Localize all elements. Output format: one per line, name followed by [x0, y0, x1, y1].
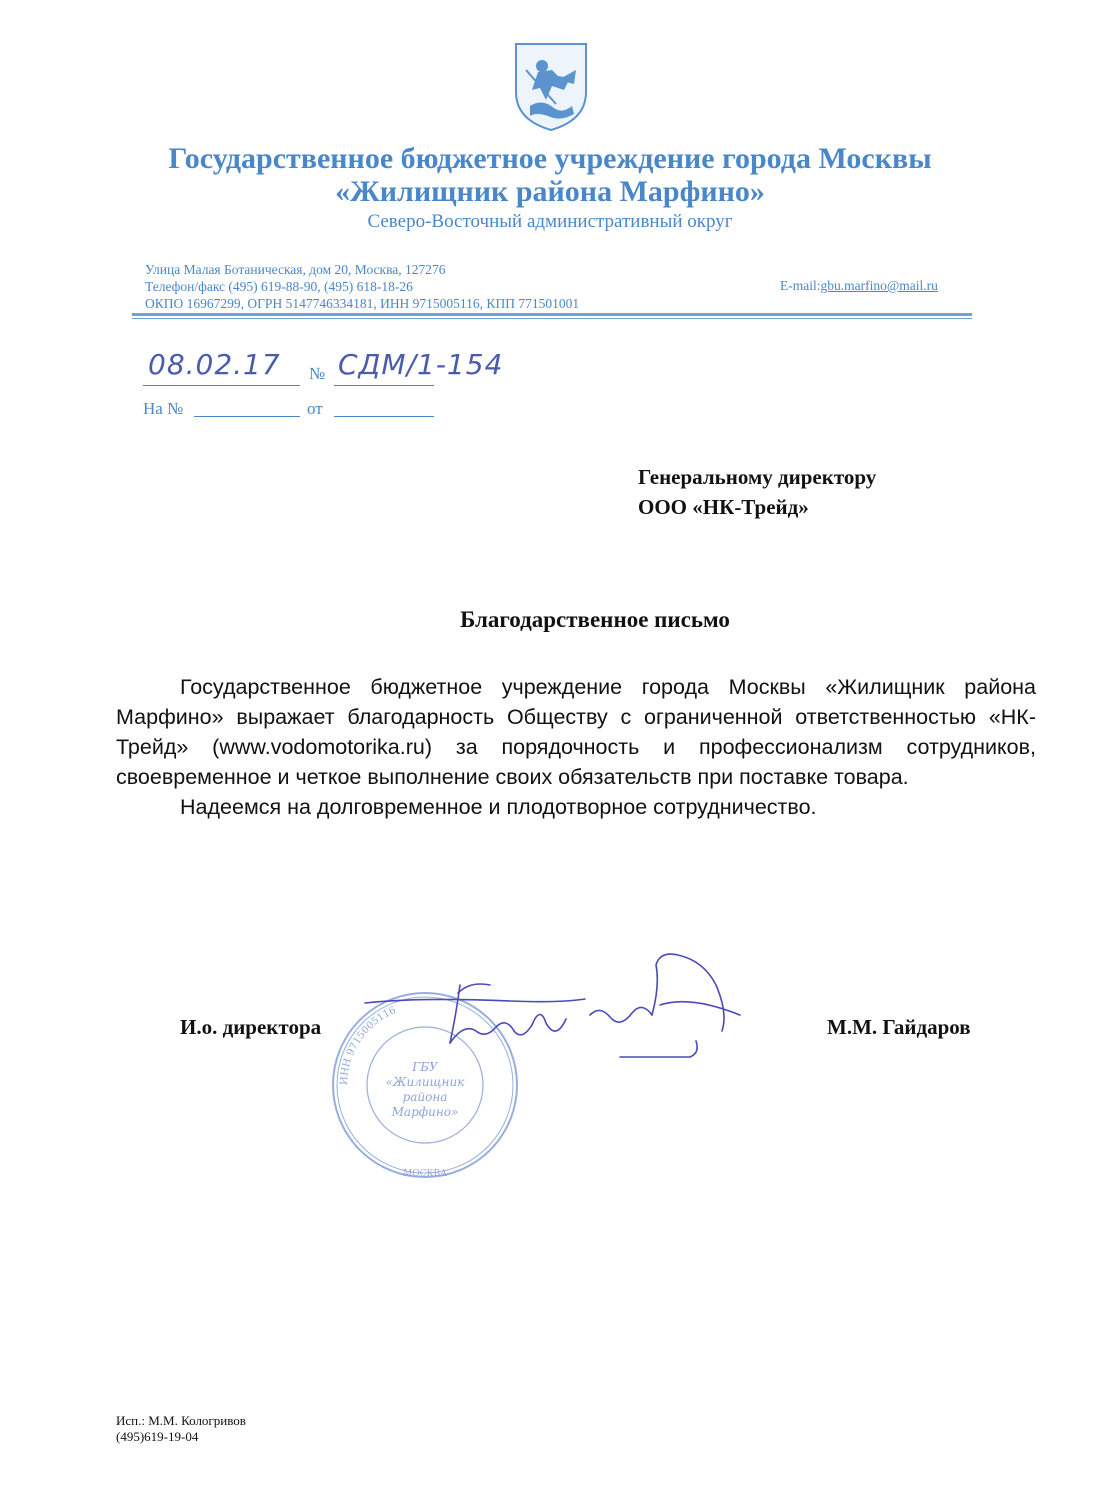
number-underline	[334, 385, 434, 386]
handwritten-signature	[360, 945, 760, 1075]
addressee-position: Генеральному директору	[638, 465, 877, 489]
stamp-city-text: МОСКВА	[403, 1169, 447, 1179]
signer-name: М.М. Гайдаров	[827, 1015, 971, 1039]
letter-paragraph: Государственное бюджетное учреждение города Москвы «Жилищник района Марфино» выражает благодарность Обществу с ограниченной ответственностью «НК-Трейд» (www.vodomotorika.ru) за порядочность и профессионализм сотрудников, своевременное и четкое выполнение своих обязательств при поставке товара.	[116, 675, 1036, 789]
outgoing-date: 08.02.17	[148, 348, 281, 381]
letter-paragraph: Надеемся на долговременное и плодотворное сотрудничество.	[180, 795, 817, 819]
email-link[interactable]: gbu.marfino@mail.ru	[820, 278, 938, 293]
header-divider-thin	[132, 318, 972, 319]
executor-block	[116, 1413, 246, 1445]
registry-codes-line: ОКПО 16967299, ОГРН 5147746334181, ИНН 9715005116, КПП 771501001	[145, 296, 580, 311]
executor-name: Исп.: М.М. Кологривов	[116, 1413, 246, 1428]
email-line	[780, 278, 938, 294]
number-label: №	[309, 364, 326, 383]
date-underline	[143, 385, 300, 386]
letter-body	[116, 672, 1036, 822]
org-name-line1: Государственное бюджетное учреждение города Москвы	[168, 142, 932, 175]
reference-from-label: от	[307, 399, 323, 418]
address-line: Улица Малая Ботаническая, дом 20, Москва, 127276	[145, 262, 446, 277]
letter-title: Благодарственное письмо	[460, 607, 730, 632]
addressee-company: ООО «НК-Трейд»	[638, 495, 809, 519]
addressee-block	[638, 462, 876, 522]
header-divider	[132, 313, 972, 316]
email-label: E-mail:	[780, 278, 821, 293]
reference-number-underline	[194, 416, 300, 417]
org-name-line2: «Жилищник района Марфино»	[335, 175, 765, 208]
outgoing-number: СДМ/1-154	[338, 348, 504, 381]
stamp-center-text: ГБУ «Жилищник района Марфино»	[385, 1060, 465, 1119]
moscow-coat-of-arms-icon	[512, 40, 590, 132]
executor-phone: (495)619-19-04	[116, 1429, 199, 1444]
district-name: Северо-Восточный административный округ	[367, 211, 733, 232]
reference-date-underline	[334, 416, 434, 417]
reference-label: На №	[143, 399, 184, 418]
phone-line: Телефон/факс (495) 619-88-90, (495) 618-18-26	[145, 279, 413, 294]
organization-name	[0, 142, 1100, 208]
stamp-inn-text: ИНН 9715005116	[338, 1005, 398, 1086]
signer-position: И.о. директора	[180, 1015, 322, 1039]
